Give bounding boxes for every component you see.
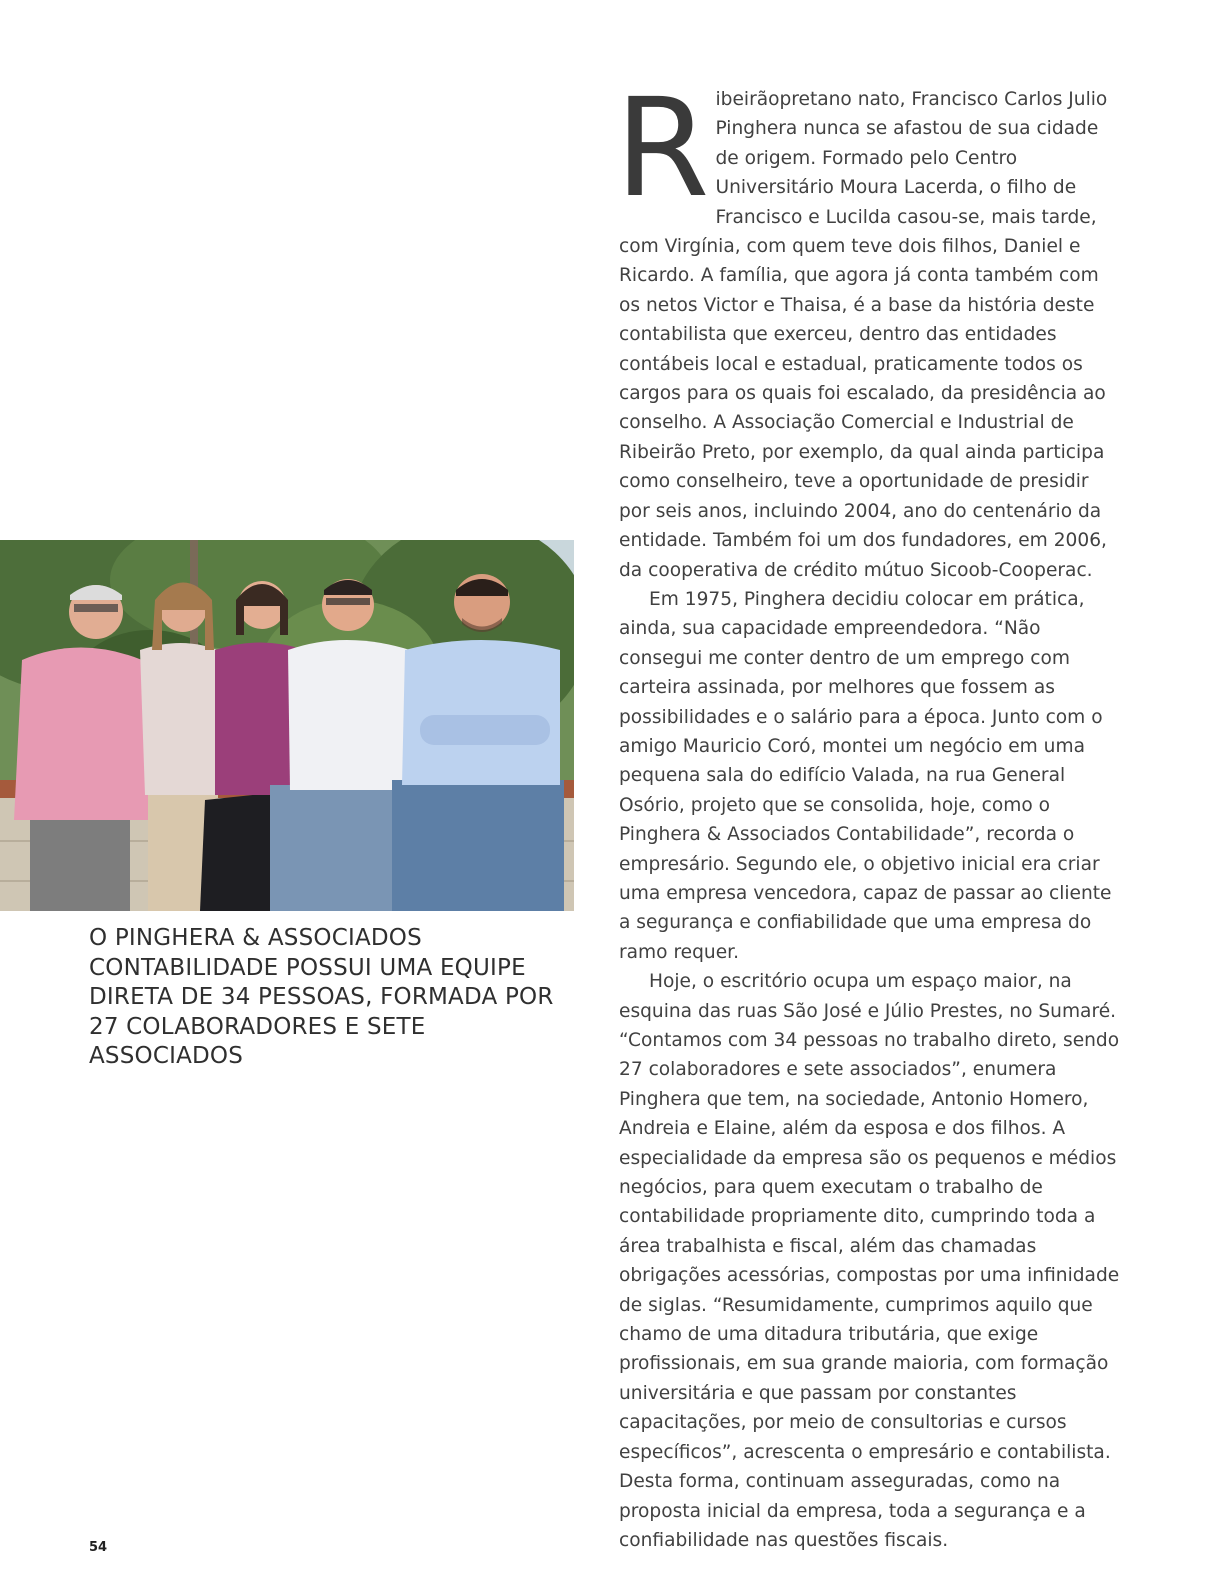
article-paragraph-1-text: ibeirãopretano nato, Francisco Carlos Julio Pinghera nunca se afastou de sua cidade de origem. Formado pelo Centro Universitário Moura Lacerda, o filho de Francisco e Lucilda casou-se, mais tarde, com Virgínia, com quem teve dois filhos, Daniel e Ricardo. A família, que agora já conta também com os netos Victor e Thaisa, é a base da história deste contabilista que exerceu, dentro das entidades contábeis local e estadual, praticamente todos os cargos para os quais foi escalado, da presidência ao conselho. A Associação Comercial e Industrial de Ribeirão Preto, por exemplo, da qual ainda participa como conselheiro, teve a oportunidade de presidir por seis anos, incluindo 2004, ano do centenário da entidade. Também foi um dos fundadores, em 2006, da cooperativa de crédito mútuo Sicoob-Cooperac. — [619, 89, 1108, 581]
page-number: 54 — [89, 1540, 108, 1555]
photo-caption: O PINGHERA & ASSOCIADOS CONTABILIDADE POSSUI UMA EQUIPE DIRETA DE 34 PESSOAS, FORMADA POR 27 COLABORADORES E SETE ASSOCIADOS — [89, 925, 554, 1069]
drop-cap: R — [615, 70, 710, 228]
article-paragraph-2: Em 1975, Pinghera decidiu colocar em prática, ainda, sua capacidade empreendedora. “Não consegui me conter dentro de um emprego com carteira assinada, por melhores que fossem as possibilidades e o salário para a época. Junto com o amigo Mauricio Coró, montei um negócio em uma pequena sala do edifício Valada, na rua General Osório, projeto que se consolida, hoje, como o Pinghera & Associados Contabilidade”, recorda o empresário. Segundo ele, o objetivo inicial era criar uma empresa vencedora, capaz de passar ao cliente a segurança e confiabilidade que uma empresa do ramo requer. — [619, 588, 1112, 963]
article-paragraph-3: Hoje, o escritório ocupa um espaço maior, na esquina das ruas São José e Júlio Prestes, no Sumaré. “Contamos com 34 pessoas no trabalho direto, sendo 27 colaboradores e sete associados”, enumera Pinghera que tem, na sociedade, Antonio Homero, Andreia e Elaine, além da esposa e dos filhos. A especialidade da empresa são os pequenos e médios negócios, para quem executam o trabalho de contabilidade propriamente dito, cumprindo toda a área trabalhista e fiscal, além das chamadas obrigações acessórias, compostas por uma infinidade de siglas. “Resumidamente, cumprimos aquilo que chamo de uma ditadura tributária, que exige profissionais, em sua grande maioria, com formação universitária e que passam por constantes capacitações, por meio de consultorias e cursos específicos”, acrescenta o empresário e contabilista. Desta forma, continuam asseguradas, como na proposta inicial da empresa, toda a segurança e a confiabilidade nas questões fiscais. — [619, 971, 1120, 1551]
group-photo-illustration — [0, 540, 574, 911]
article-body — [615, 70, 1123, 1555]
group-photo — [0, 540, 574, 911]
article-paragraph-1 — [615, 70, 1123, 585]
